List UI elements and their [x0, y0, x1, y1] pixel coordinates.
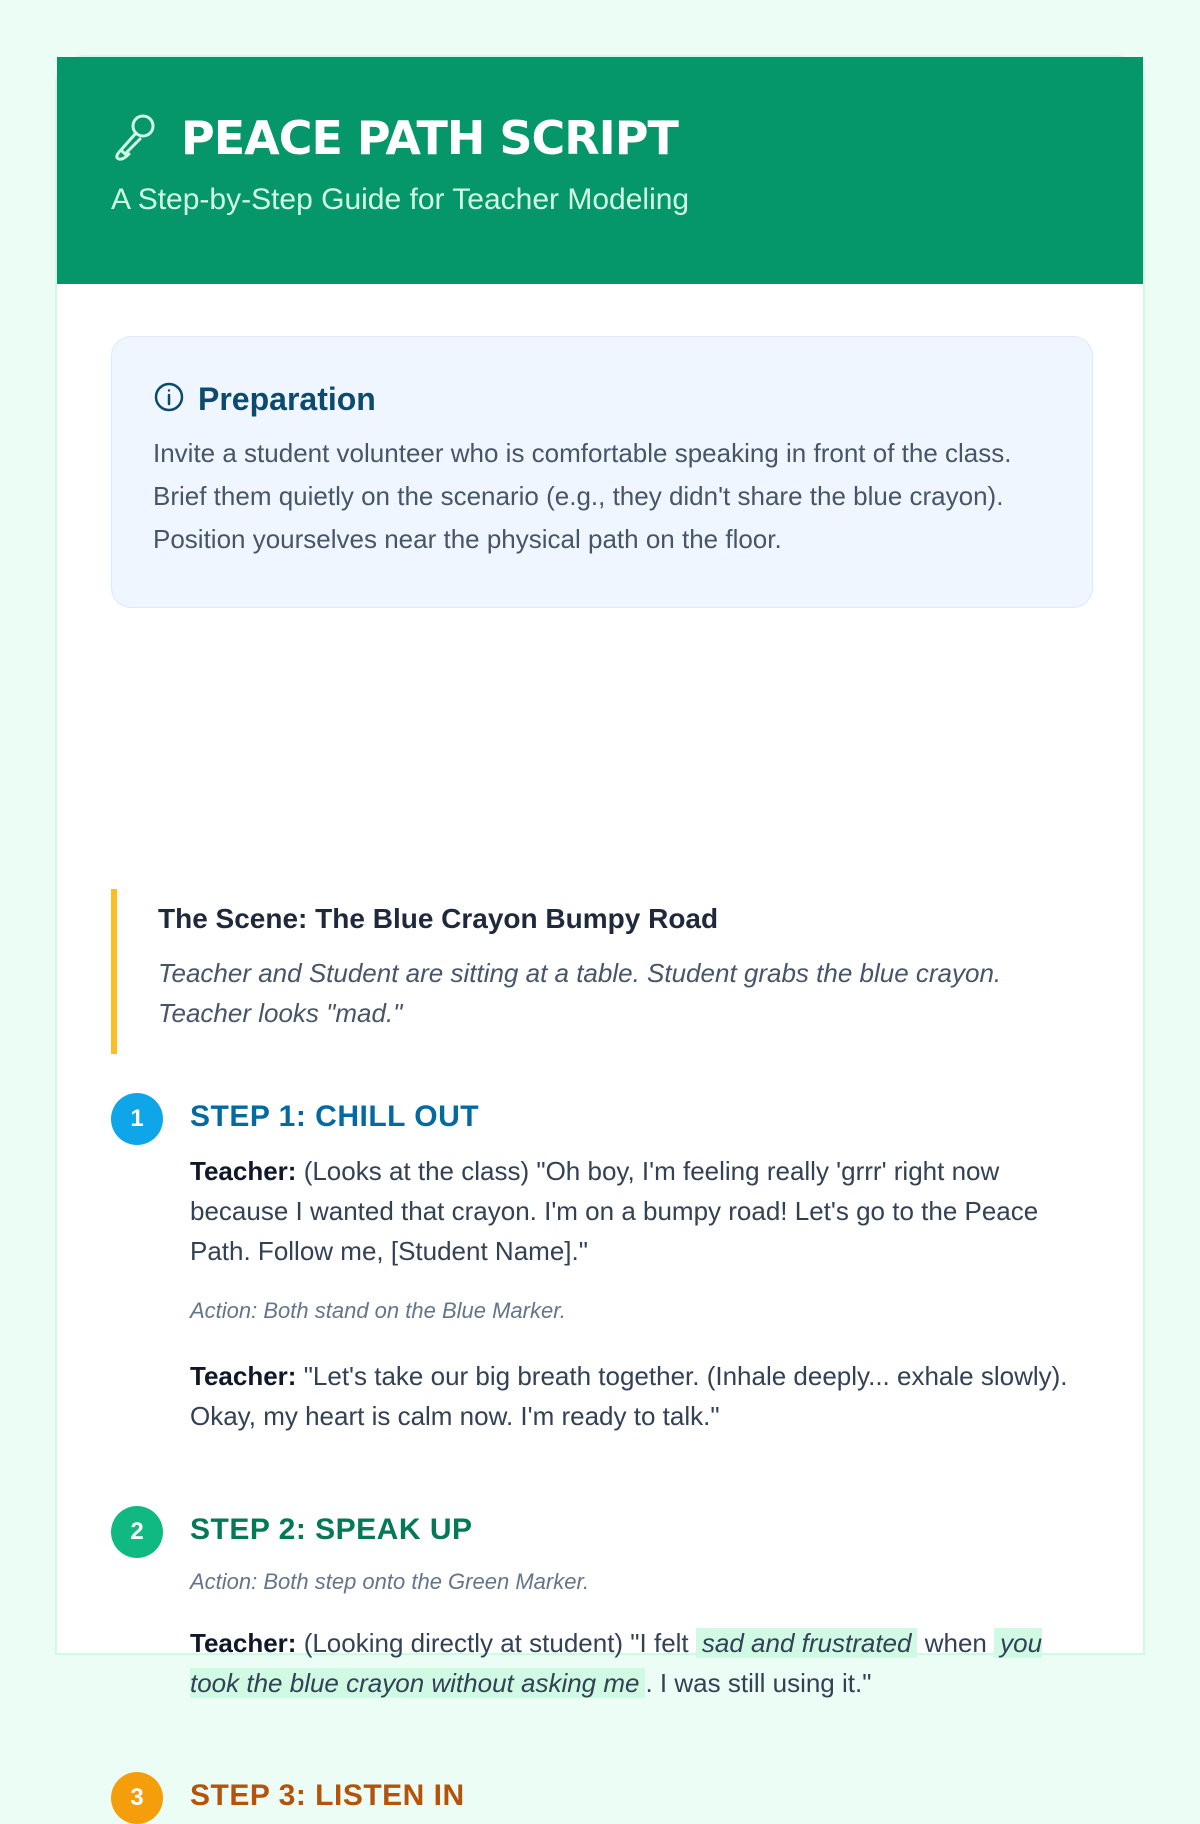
scene-text: Teacher and Student are sitting at a table. Student grabs the blue crayon. Teacher looks "mad."	[158, 958, 1002, 1028]
dialogue-text: when	[924, 1628, 987, 1658]
page-title: PEACE PATH SCRIPT	[181, 111, 678, 165]
feeling-highlight: sad and frustrated	[696, 1628, 918, 1658]
dialogue-text: (Looking directly at student) "I felt	[303, 1628, 689, 1658]
step-title: STEP 2: SPEAK UP	[190, 1513, 473, 1546]
step-title: STEP 3: LISTEN IN	[190, 1779, 465, 1812]
action-note: Action: Both step onto the Green Marker.	[190, 1569, 590, 1594]
info-icon	[153, 381, 185, 418]
preparation-text: Invite a student volunteer who is comfortable speaking in front of the class. Brief them quietly on the scenario (e.g., they didn't share the blue crayon). Position yourselves near the physical path on the floor.	[153, 438, 1012, 554]
header	[57, 57, 1143, 284]
step-title: STEP 1: CHILL OUT	[190, 1100, 480, 1133]
scene-box	[111, 889, 1093, 1054]
dialogue-text: (Looks at the class) "Oh boy, I'm feeling really 'grrr' right now because I wanted that crayon. I'm on a bumpy road! Let's go to the Peace Path. Follow me, [Student Name]."	[190, 1156, 1039, 1266]
page-subtitle: A Step-by-Step Guide for Teacher Modeling	[111, 183, 690, 216]
teacher-line	[190, 1151, 1090, 1271]
step-number-badge: 1	[111, 1093, 163, 1145]
microphone-icon	[111, 110, 159, 167]
teacher-line	[190, 1623, 1090, 1703]
dialogue-text: . I was still using it."	[645, 1668, 872, 1698]
speaker-label: Teacher:	[190, 1361, 297, 1391]
step-number-badge: 3	[111, 1772, 163, 1824]
preparation-title: Preparation	[198, 381, 376, 417]
script-card	[55, 55, 1145, 1812]
teacher-line	[190, 1356, 1090, 1436]
speaker-label: Teacher:	[190, 1156, 297, 1186]
step-number-badge: 2	[111, 1506, 163, 1558]
speaker-label: Teacher:	[190, 1628, 297, 1658]
scene-title: The Scene: The Blue Crayon Bumpy Road	[158, 903, 719, 934]
preparation-box	[111, 336, 1093, 608]
action-highlight: you took the blue crayon without asking me	[190, 1628, 1043, 1698]
dialogue-text: "Let's take our big breath together. (Inhale deeply... exhale slowly). Okay, my heart is calm now. I'm ready to talk."	[190, 1361, 1068, 1431]
action-note: Action: Both stand on the Blue Marker.	[190, 1298, 566, 1323]
